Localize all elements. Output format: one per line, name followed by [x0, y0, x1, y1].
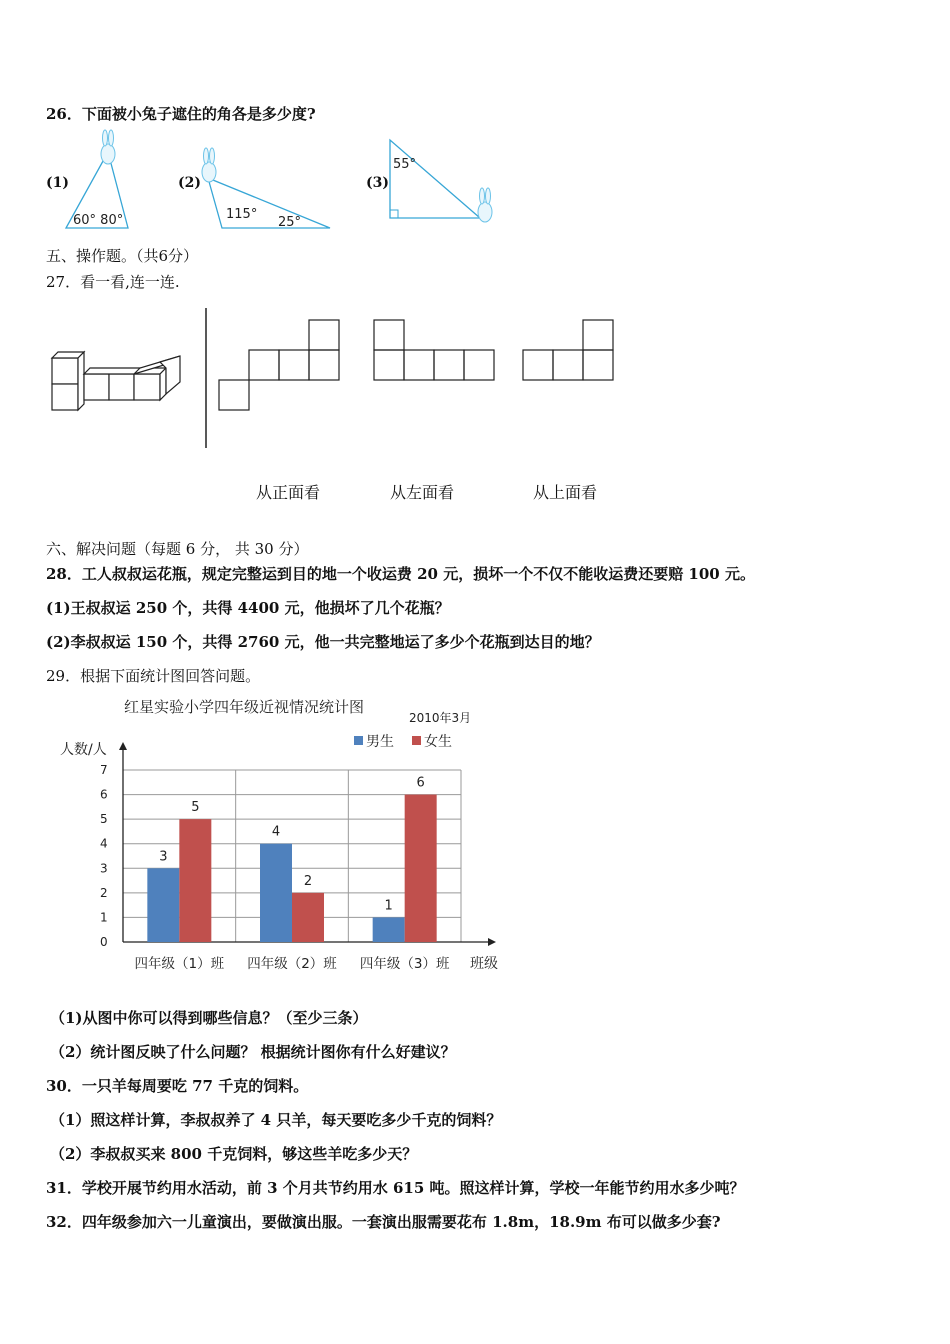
q28-part1: (1)王叔叔运 250 个，共得 4400 元，他损坏了几个花瓶？: [46, 599, 450, 617]
triangle-figures: [0, 0, 950, 240]
chart-legend-label: 男生: [366, 734, 394, 750]
chart-y-tick-label: 7: [100, 763, 108, 777]
chart-y-tick-label: 4: [100, 836, 108, 851]
cube-front: [84, 374, 109, 400]
chart-y-tick-label: 5: [100, 812, 108, 827]
chart-legend-label: 女生: [424, 734, 452, 750]
chart-y-tick-label: 0: [100, 935, 108, 949]
q28-text: 28．工人叔叔运花瓶，规定完整运到目的地一个收运费 20 元，损坏一个不仅不能收运费还要赔 100 元。: [46, 565, 755, 583]
chart-legend-swatch: [354, 736, 363, 745]
section6-heading: 六、解决问题（每题 6 分， 共 30 分）: [46, 540, 309, 558]
triangle-3-label: (3): [366, 175, 389, 191]
chart-y-tick-label: 2: [100, 885, 108, 900]
rabbit-icon: [202, 148, 216, 182]
view-label-top: 从上面看: [533, 483, 598, 502]
triangle-1-label: (1): [46, 175, 69, 191]
myopia-bar-chart: [0, 690, 520, 990]
cube-front: [109, 374, 134, 400]
q29-text: 29．根据下面统计图回答问题。: [46, 667, 261, 685]
view-2-shape: [374, 320, 494, 380]
rabbit-icon: [101, 130, 115, 164]
view-label-left: 从左面看: [390, 483, 455, 502]
chart-data-label: 4: [271, 824, 281, 840]
cube-front: [52, 384, 78, 410]
chart-data-label: 5: [191, 800, 200, 816]
q28-part2: (2)李叔叔运 150 个，共得 2760 元，他一共完整地运了多少个花瓶到达目的地？: [46, 633, 600, 651]
q30-text: 30．一只羊每周要吃 77 千克的饲料。: [46, 1077, 309, 1095]
q31-text: 31．学校开展节约用水活动，前 3 个月共节约用水 615 吨。照这样计算，学校一年能节约用水多少吨？: [46, 1179, 745, 1197]
chart-bar: [292, 893, 324, 942]
triangle-3: [390, 140, 480, 218]
chart-legend-swatch: [412, 736, 421, 745]
q30-part2: （2）李叔叔买来 800 千克饲料，够这些羊吃多少天？: [50, 1145, 418, 1163]
triangle-2-angle-a: 115°: [226, 207, 258, 222]
chart-title: 红星实验小学四年级近视情况统计图: [124, 698, 365, 716]
chart-bar: [260, 844, 292, 942]
chart-data-label: 1: [384, 898, 393, 914]
chart-y-axis-arrow: [119, 742, 127, 750]
chart-y-axis-label: 人数/人: [60, 742, 107, 758]
cube-front: [134, 374, 160, 400]
chart-bar: [373, 917, 405, 942]
chart-x-ticks: [135, 955, 450, 972]
view-3-shape: [523, 320, 613, 380]
chart-x-tick-label: 四年级（3）班: [359, 956, 450, 972]
q30-part1: （1）照这样计算，李叔叔养了 4 只羊，每天要吃多少千克的饲料？: [50, 1111, 502, 1129]
triangle-1-angles: 60° 80°: [73, 213, 124, 228]
chart-y-tick-label: 3: [100, 861, 108, 876]
chart-y-tick-label: 6: [100, 787, 108, 802]
chart-y-ticks: [100, 763, 108, 949]
chart-y-tick-label: 1: [100, 910, 108, 925]
chart-x-tick-label: 四年级（1）班: [134, 956, 225, 972]
section5-heading: 五、操作题。（共6分）: [46, 247, 199, 265]
cube-front: [52, 358, 78, 384]
chart-data-label: 2: [303, 873, 313, 889]
q26-text: 26．下面被小兔子遮住的角各是多少度?: [46, 105, 316, 123]
chart-x-axis-label: 班级: [470, 956, 498, 972]
triangle-2-angle-b: 25°: [278, 215, 302, 230]
chart-bar: [405, 795, 437, 942]
chart-legend: [354, 733, 452, 750]
chart-data-label: 6: [416, 775, 425, 791]
q29-part1: （1)从图中你可以得到哪些信息？（至少三条）: [50, 1009, 368, 1027]
chart-x-tick-label: 四年级（2）班: [247, 956, 337, 972]
chart-x-axis-arrow: [488, 938, 496, 946]
q32-text: 32．四年级参加六一儿童演出，要做演出服。一套演出服需要花布 1.8m，18.9m 布可以做多少套?: [46, 1213, 721, 1231]
chart-bar: [147, 868, 179, 942]
q29-part2: （2）统计图反映了什么问题？ 根据统计图你有什么好建议？: [50, 1043, 456, 1061]
chart-bar: [179, 819, 211, 942]
cube-views-figure: [0, 300, 950, 470]
rabbit-icon: [478, 188, 492, 222]
triangle-3-angle: 55°: [393, 157, 417, 172]
q27-text: 27．看一看,连一连.: [46, 273, 180, 291]
view-label-front: 从正面看: [256, 483, 321, 502]
chart-subtitle: 2010年3月: [409, 711, 472, 725]
chart-data-label: 3: [159, 849, 168, 865]
view-1-shape: [219, 320, 339, 410]
triangle-2-label: (2): [178, 175, 201, 191]
